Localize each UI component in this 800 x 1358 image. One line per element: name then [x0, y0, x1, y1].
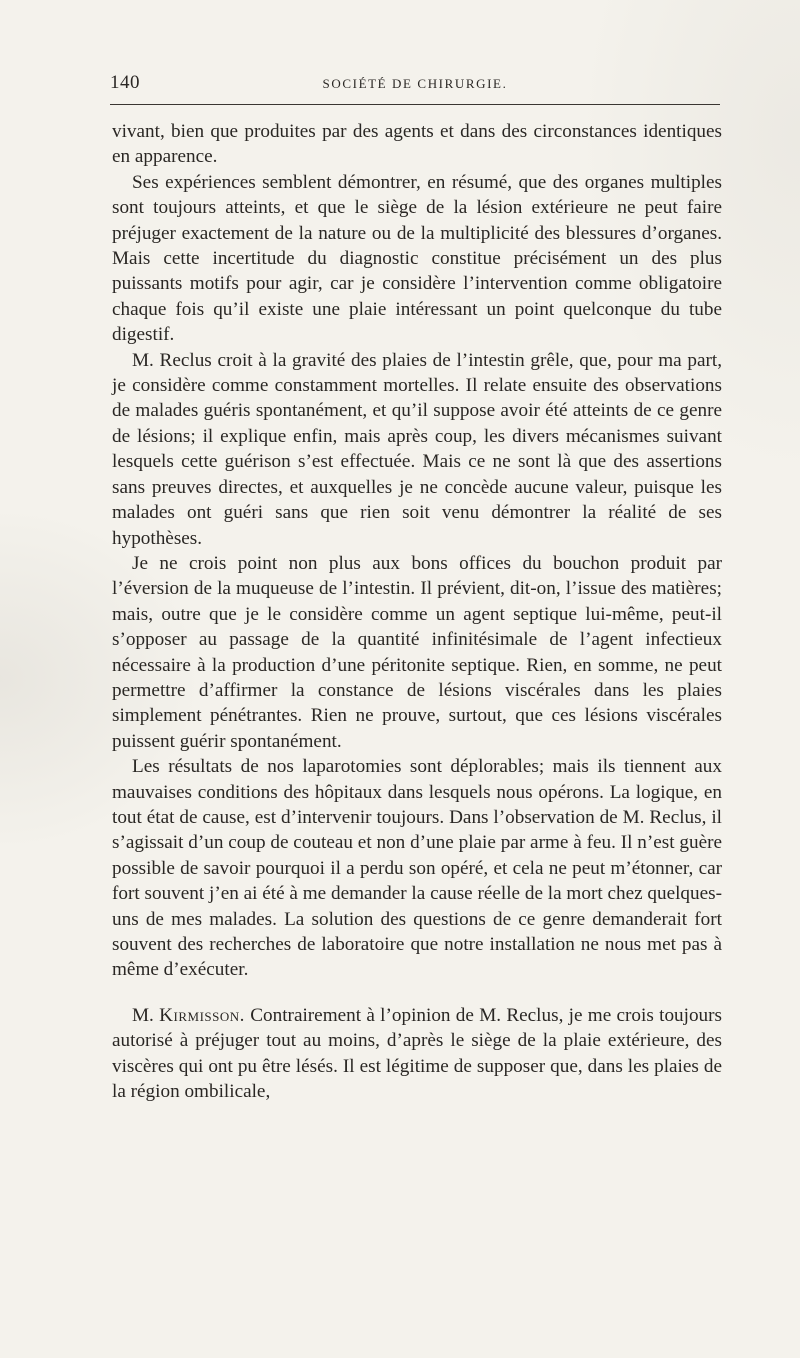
- body-text: [112, 119, 722, 1104]
- speaker-prefix: M.: [132, 1004, 154, 1026]
- page-header: [110, 68, 720, 104]
- paragraph: M. Reclus croit à la gravité des plaies de l’intestin grêle, que, pour ma part, je considère comme constamment mortelles. Il relate ensuite des observations de malades guéris spontanément, et qu’il suppose avoir été atteints de ce genre de lésions; il explique enfin, mais après coup, les divers mécanismes suivant lesquels cette guérison s’est effectuée. Mais ce ne sont là que des assertions sans preuves directes, et auxquelles je ne concède aucune valeur, puisque les malades ont guéri sans que rien soit venu démontrer la réalité de ses hypothèses.: [112, 349, 722, 549]
- paragraph-continuation: vivant, bien que produites par des agents et dans des circonstances identiques en apparence.: [112, 121, 722, 168]
- header-rule: [110, 104, 720, 105]
- paragraph: Ses expériences semblent démontrer, en résumé, que des organes multiples sont toujours atteints, et que le siège de la lésion extérieure ne peut faire préjuger exactement de la nature ou de la multiplicité des blessures d’organes. Mais cette incertitude du diagnostic constitue précisément un des plus puissants motifs pour agir, car je considère l’intervention comme obligatoire chaque fois qu’il existe une plaie intéressant un point quelconque du tube digestif.: [112, 171, 722, 346]
- speaker-paragraph: [112, 1003, 722, 1105]
- page-number: 140: [110, 72, 140, 93]
- paragraph: Je ne crois point non plus aux bons offices du bouchon produit par l’éversion de la muqueuse de l’intestin. Il prévient, dit-on, l’issue des matières; mais, outre que je le considère comme un agent septique lui-même, peut-il s’opposer au passage de la quantité infinitésimale de l’agent infectieux nécessaire à la production d’une péritonite septique. Rien, en somme, ne peut permettre d’affirmer la constance de lésions viscérales dans les plaies simplement pénétrantes. Rien ne prouve, surtout, que ces lésions viscérales puissent guérir spontanément.: [112, 552, 722, 752]
- speaker-name: Kirmisson.: [159, 1004, 245, 1026]
- running-title: SOCIÉTÉ DE CHIRURGIE.: [322, 76, 508, 91]
- paragraph: Les résultats de nos laparotomies sont déplorables; mais ils tiennent aux mauvaises conditions des hôpitaux dans lesquels nous opérons. La logique, en tout état de cause, est d’intervenir toujours. Dans l’observation de M. Reclus, il s’agissait d’un coup de couteau et non d’une plaie par arme à feu. Il n’est guère possible de savoir pourquoi il a perdu son opéré, et cela ne peut m’étonner, car fort souvent j’en ai été à me demander la cause réelle de la mort chez quelques-uns de mes malades. La solution des questions de ce genre demanderait fort souvent des recherches de laboratoire que notre installation ne nous met pas à même d’exécuter.: [112, 756, 722, 981]
- speaker-text: Contrairement à l’opinion de M. Reclus, je me crois toujours autorisé à préjuger tout au moins, d’après le siège de la plaie extérieure, des viscères qui ont pu être lésés. Il est légitime de supposer que, dans les plaies de la région ombilicale,: [112, 1004, 723, 1103]
